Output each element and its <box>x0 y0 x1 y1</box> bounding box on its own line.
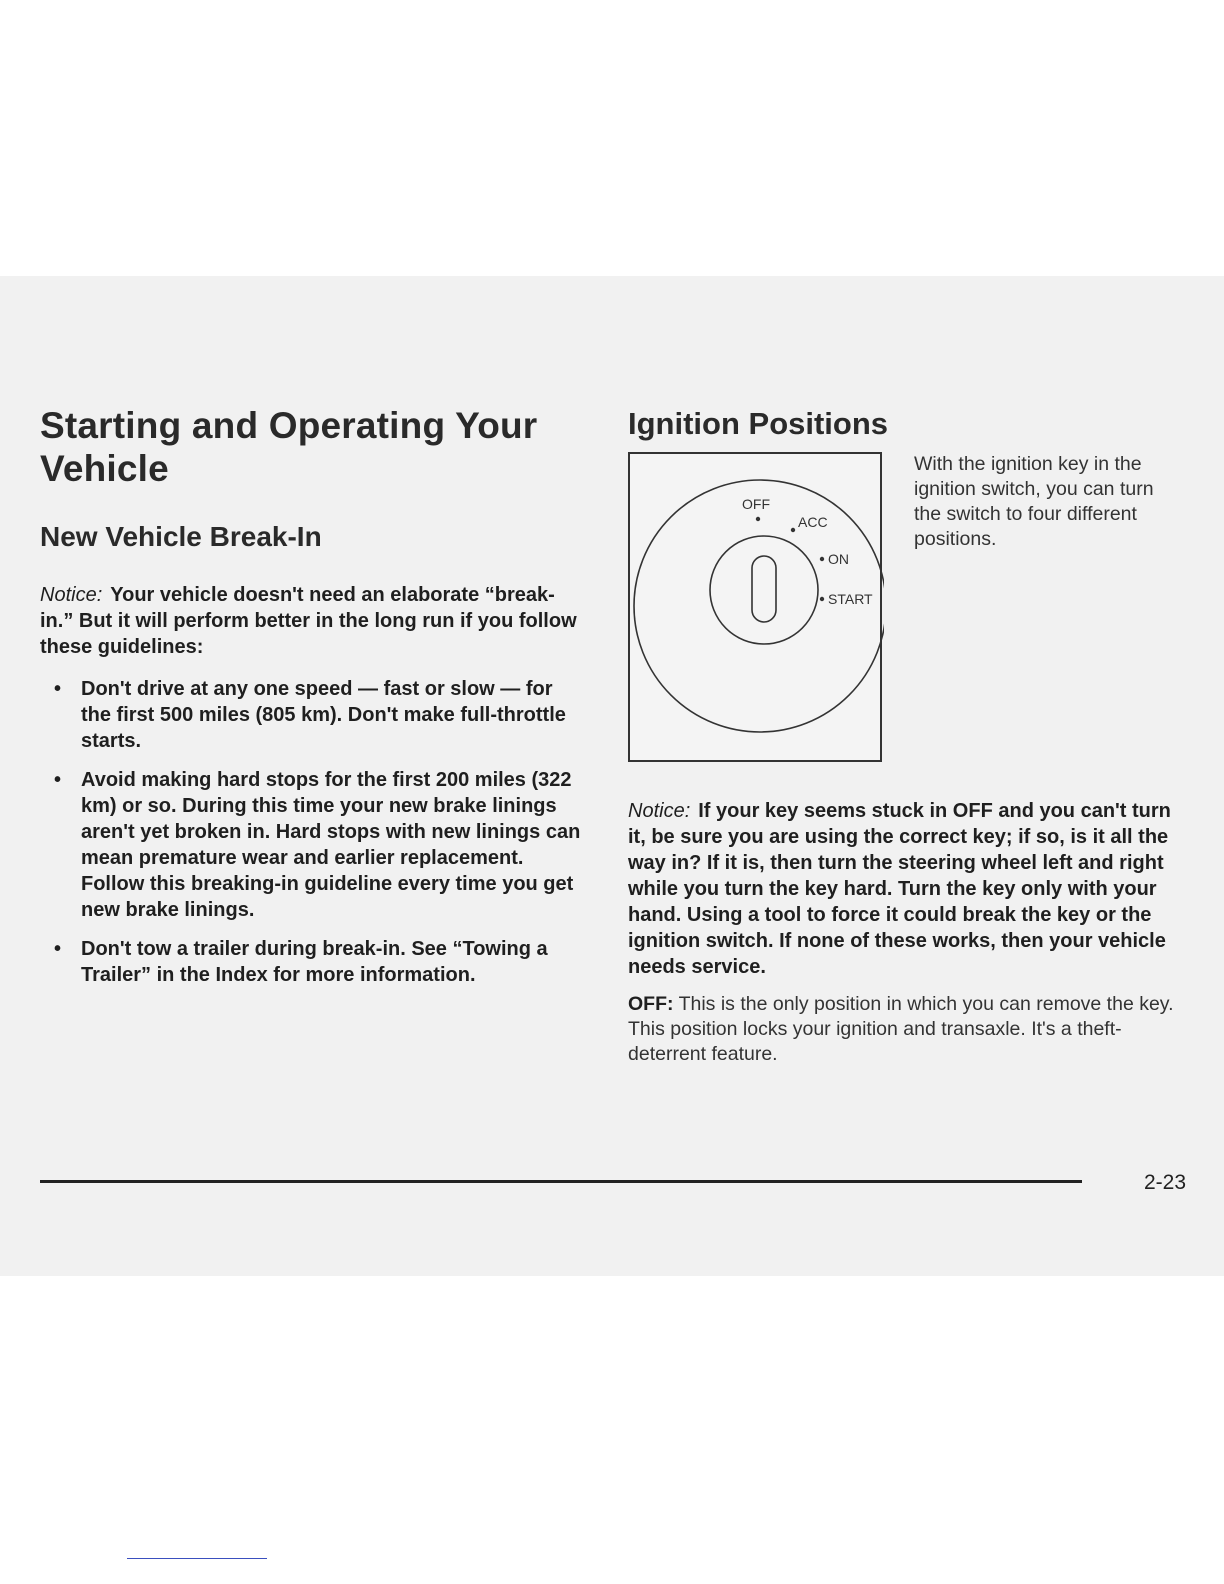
start-dot-icon <box>820 597 824 601</box>
figure-caption: With the ignition key in the ignition switch, you can turn the switch to four different positions. <box>914 453 1154 550</box>
ignition-switch-illustration <box>630 454 884 764</box>
on-dot-icon <box>820 557 824 561</box>
key-slot-icon <box>752 556 776 622</box>
off-position-label: OFF <box>742 496 770 512</box>
off-term: OFF: <box>628 993 674 1015</box>
ignition-figure-row <box>628 452 1188 772</box>
list-item: • Avoid making hard stops for the first 200 miles (322 km) or so. During this time your new brake linings aren't yet broken in. Hard stops with new linings can mean premature wear and earlier replacement. Follow this breaking-in guideline every time you get new brake linings. <box>54 769 581 921</box>
link-underline <box>127 1558 267 1559</box>
subsection-title: New Vehicle Break-In <box>40 521 322 552</box>
section-title: Starting and Operating Your Vehicle <box>40 405 538 489</box>
acc-position-label: ACC <box>798 514 828 530</box>
bullet-icon: • <box>54 769 62 791</box>
left-column <box>40 404 585 1001</box>
off-text: This is the only position in which you can remove the key. This position locks your ignition and transaxle. It's a theft-deterrent feature. <box>628 993 1174 1065</box>
notice-label: Notice: <box>628 800 691 822</box>
notice-label: Notice: <box>40 584 103 606</box>
off-dot-icon <box>756 517 760 521</box>
start-position-label: START <box>828 591 873 607</box>
break-in-guidelines <box>40 676 585 988</box>
off-position-description <box>628 992 1188 1067</box>
notice-text: If your key seems stuck in OFF and you can't turn it, be sure you are using the correct key; if so, is it all the way in? If it is, then turn the steering wheel left and right while you turn the key hard. Turn the key only with your hand. Using a tool to force it could break the key or the ignition switch. If none of these works, then your vehicle needs service. <box>628 800 1171 978</box>
list-item: • Don't drive at any one speed — fast or slow — for the first 500 miles (805 km). Don't make full-throttle starts. <box>54 678 566 752</box>
acc-dot-icon <box>791 528 795 532</box>
section-title: Ignition Positions <box>628 406 889 441</box>
break-in-notice <box>40 582 585 660</box>
ignition-notice <box>628 798 1188 980</box>
bullet-icon: • <box>54 678 62 700</box>
right-column <box>628 404 1188 1067</box>
on-position-label: ON <box>828 551 849 567</box>
page-number: 2-23 <box>1143 1171 1186 1194</box>
notice-text: Your vehicle doesn't need an elaborate “break-in.” But it will perform better in the long run if you follow these guidelines: <box>40 584 577 658</box>
footer-divider <box>40 1180 1082 1183</box>
list-item: • Don't tow a trailer during break-in. See “Towing a Trailer” in the Index for more information. <box>54 938 548 986</box>
ignition-diagram <box>628 452 882 762</box>
bullet-icon: • <box>54 938 62 960</box>
